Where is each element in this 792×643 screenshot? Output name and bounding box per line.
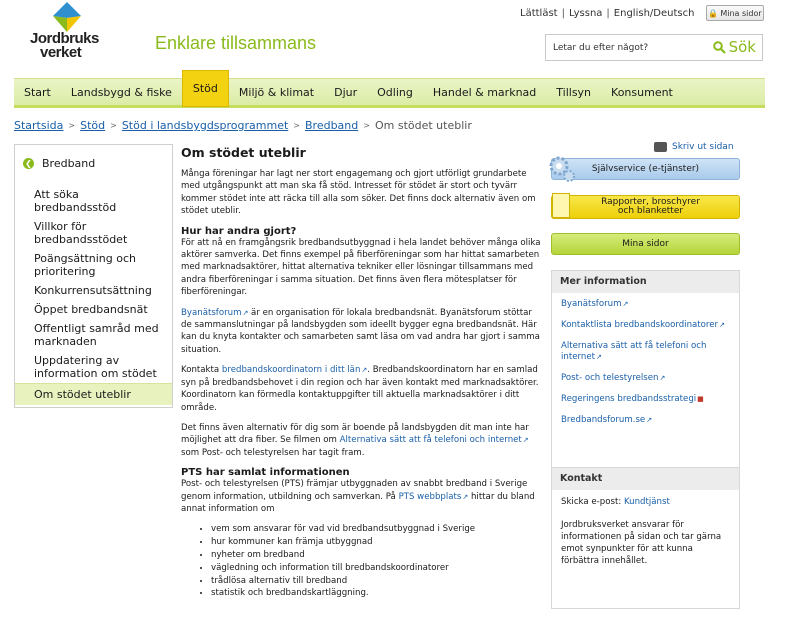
- breadcrumb-startsida[interactable]: Startsida: [14, 119, 64, 132]
- intro-paragraph: Många föreningar har lagt ner stort engagemang och gjort utförligt grundarbete med utgångspunkt att man ska få stöd. Intresset för stödet är stort och tyvärr kommer stödet inte att räcka till alla som söker. Det finns dock alternativ även om stödet uteblir.: [181, 169, 536, 217]
- print-link[interactable]: Skriv ut sidan: [654, 142, 734, 152]
- more-info-title: Mer information: [552, 271, 739, 293]
- list-item: • vägledning och information till bredbandskoordinatorer: [211, 562, 543, 575]
- search-input[interactable]: [546, 43, 706, 53]
- more-link-kontaktlista[interactable]: Kontaktlista bredbandskoordinatorer↗: [561, 320, 725, 330]
- external-link-icon: ↗: [659, 374, 666, 382]
- sidebar-item-oppet-nat[interactable]: Öppet bredbandsnät: [34, 303, 148, 316]
- search-box: [545, 34, 763, 61]
- top-link-easy-read[interactable]: Lättläst: [520, 8, 558, 19]
- more-info-box: [551, 270, 740, 478]
- paragraph-samverkan: För att nå en framgångsrik bredbandsutbyggnad i hela landet behöver många olika aktörer samverka. Det finns exempel på fiberföreningar som har hittat samarbeten med marknadsaktörer, hittat alternativa tekniker eller lösningar tillsammans med andra fiberföreningar i samma situation. Det finns även flera mötesplatser för fiberföreningar.: [181, 237, 541, 298]
- nav-stod[interactable]: Stöd: [182, 70, 229, 107]
- slogan: Enklare tillsammans: [155, 33, 317, 53]
- external-link-icon: ↗: [242, 308, 249, 317]
- contact-text: Jordbruksverket ansvarar för informationen på sidan och tar gärna emot synpunkter för att kunna förbättra innehållet.: [561, 520, 722, 566]
- sidebar-item-uppdatering[interactable]: Uppdatering av information om stödet: [34, 354, 157, 380]
- breadcrumb-arrow-icon: >: [68, 121, 76, 130]
- paragraph-koordinator: Kontakta bredbandskoordinatorn i ditt län↗. Bredbandskoordinatorn har en samlad syn på bredbandsbehovet i din region och har även kontakt med marknadsaktörer. Koordinatorn kan förmedla kontaktuppgifter till aktuella marknadsaktörer i ditt område.: [181, 365, 539, 413]
- link-pts-webbplats[interactable]: PTS webbplats: [398, 491, 462, 502]
- nav-odling[interactable]: Odling: [377, 85, 413, 99]
- list-item: • hur kommuner kan främja utbyggnad: [211, 536, 543, 549]
- logo-mark-icon: [51, 2, 83, 32]
- pdf-icon: ■: [697, 395, 704, 403]
- contact-title: Kontakt: [552, 468, 739, 490]
- back-arrow-icon: ❮: [23, 158, 34, 169]
- document-icon: [552, 193, 570, 218]
- pts-bullet-list: [211, 523, 543, 600]
- paragraph-pts: Post- och telestyrelsen (PTS) främjar utbyggnaden av snabbt bredband i Sverige genom information, utbildning och samverkan. På PTS webbplats↗ hittar du bland annat information om: [181, 479, 535, 514]
- nav-konsument[interactable]: Konsument: [611, 85, 673, 99]
- sidebar-item-poangsattning[interactable]: Poängsättning och prioritering: [34, 252, 136, 278]
- reports-button[interactable]: Rapporter, broschyrer och blanketter: [551, 195, 740, 219]
- section-sidebar: [14, 144, 173, 408]
- search-button[interactable]: Sök: [713, 38, 756, 56]
- nav-tillsyn[interactable]: Tillsyn: [556, 85, 592, 99]
- lock-icon: 🔒: [708, 8, 719, 18]
- more-link-bredbandsforum[interactable]: Bredbandsforum.se↗: [561, 415, 653, 425]
- external-link-icon: ↗: [522, 436, 529, 445]
- main-content: [181, 145, 543, 600]
- paragraph-alternativ: Det finns även alternativ för dig som är boende på landsbygden dit man inte har möjlighet att dra fiber. Se filmen om Alternativa sätt att få telefoni och internet↗ som Post- och telestyrelsen har tagit fram.: [181, 422, 529, 458]
- top-links: Lättläst | Lyssna | English/Deutsch: [520, 8, 695, 19]
- search-icon: [713, 41, 726, 54]
- external-link-icon: ↗: [622, 300, 629, 308]
- contact-email-link[interactable]: Kundtjänst: [623, 497, 670, 507]
- more-link-alternativa[interactable]: Alternativa sätt att få telefoni och internet↗: [561, 341, 707, 362]
- more-link-regeringen[interactable]: Regeringens bredbandsstrategi■: [561, 394, 704, 404]
- breadcrumb-bredband[interactable]: Bredband: [305, 119, 359, 132]
- my-pages-button[interactable]: Mina sidor: [551, 233, 740, 255]
- breadcrumb-arrow-icon: >: [293, 121, 300, 130]
- nav-miljo[interactable]: Miljö & klimat: [238, 85, 315, 99]
- main-nav: [14, 78, 765, 108]
- paragraph-byanatsforum: Byanätsforum↗ är en organisation för lokala bredbandsnät. Byanätsforum stöttar de sammanslutningar på landsbygden som ideellt bygger egna bredbandsnät. Här kan du knyta kontakter och samarbeten samt läsa om vad andra har gjort i samma situation.: [181, 307, 540, 355]
- more-link-byanatsforum[interactable]: Byanätsforum↗: [561, 299, 629, 309]
- list-item: • statistik och bredbandskartläggning.: [211, 587, 543, 600]
- link-byanatsforum[interactable]: Byanätsforum: [181, 307, 242, 318]
- gear-icon: [547, 154, 577, 184]
- breadcrumb-stod[interactable]: Stöd: [80, 119, 106, 132]
- top-link-language[interactable]: English/Deutsch: [613, 8, 695, 19]
- breadcrumb-arrow-icon: >: [363, 121, 370, 130]
- sidebar-item-konkurrens[interactable]: Konkurrensutsättning: [34, 284, 152, 297]
- more-link-pts[interactable]: Post- och telestyrelsen↗: [561, 373, 666, 383]
- logo[interactable]: [26, 2, 116, 64]
- heading-pts: PTS har samlat informationen: [181, 467, 350, 479]
- nav-djur[interactable]: Djur: [334, 85, 358, 99]
- contact-email-line: Skicka e-post: Kundtjänst: [561, 497, 670, 507]
- link-alternativa-satt[interactable]: Alternativa sätt att få telefoni och internet: [339, 435, 522, 446]
- contact-box: [551, 467, 740, 609]
- breadcrumb-current: Om stödet uteblir: [374, 119, 472, 132]
- top-link-listen[interactable]: Lyssna: [568, 8, 603, 19]
- external-link-icon: ↗: [462, 492, 469, 501]
- external-link-icon: ↗: [595, 353, 602, 361]
- breadcrumb-arrow-icon: >: [110, 121, 117, 130]
- external-link-icon: ↗: [361, 366, 368, 375]
- sidebar-item-samrad[interactable]: Offentligt samråd med marknaden: [34, 322, 159, 348]
- my-pages-top-button[interactable]: 🔒 Mina sidor: [706, 5, 764, 21]
- nav-handel[interactable]: Handel & marknad: [432, 85, 537, 99]
- nav-landsbygd[interactable]: Landsbygd & fiske: [70, 85, 172, 99]
- list-item: • nyheter om bredband: [211, 549, 543, 562]
- external-link-icon: ↗: [719, 321, 725, 329]
- nav-start[interactable]: Start: [24, 85, 51, 99]
- list-item: • vem som ansvarar för vad vid bredbandsutbyggnad i Sverige: [211, 523, 543, 536]
- self-service-button[interactable]: Självservice (e-tjänster): [551, 158, 740, 180]
- sidebar-item-villkor[interactable]: Villkor för bredbandsstödet: [34, 220, 128, 246]
- printer-icon: [654, 142, 667, 152]
- page-title: Om stödet uteblir: [181, 145, 306, 160]
- sidebar-item-att-soka[interactable]: Att söka bredbandsstöd: [34, 188, 117, 214]
- heading-hur-har-andra-gjort: Hur har andra gjort?: [181, 225, 297, 237]
- link-bredbandskoordinatorn[interactable]: bredbandskoordinatorn i ditt län: [221, 365, 361, 376]
- external-link-icon: ↗: [646, 416, 653, 424]
- breadcrumb-landsbygdsprogrammet[interactable]: Stöd i landsbygdsprogrammet: [121, 119, 289, 132]
- list-item: • trådlösa alternativ till bredband: [211, 575, 543, 588]
- sidebar-item-uteblir[interactable]: Om stödet uteblir: [15, 383, 172, 405]
- logo-text: Jordbruks verket: [30, 30, 99, 61]
- breadcrumb: [14, 119, 472, 132]
- sidebar-back-link[interactable]: ❮ Bredband: [15, 145, 172, 181]
